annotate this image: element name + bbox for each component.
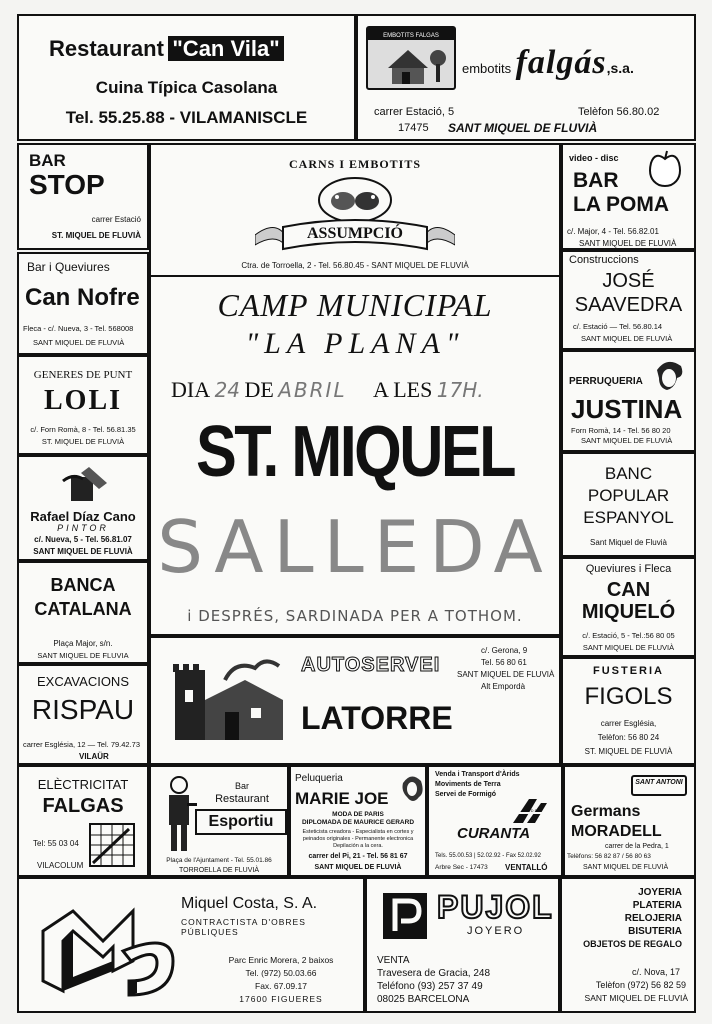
ad-joyeria: [560, 877, 696, 1013]
ad-loli: [17, 355, 149, 455]
ad-electricitat: [17, 765, 149, 877]
joyeria-line1: JOYERIA: [638, 887, 682, 898]
banca-catalana-town: SANT MIQUEL DE FLUVIA: [37, 651, 129, 660]
event-day: 24: [214, 378, 241, 402]
can-nofre-name: Can Nofre: [25, 284, 140, 311]
ad-bar-stop: [17, 143, 149, 250]
banca-catalana-line1: BANCA: [50, 575, 116, 595]
event-month: ABRIL: [278, 378, 347, 402]
banc-popular-town: Sant Miquel de Fluvià: [590, 538, 667, 547]
marie-joe-line2: DIPLOMADA DE MAURICE GERARD: [301, 819, 415, 826]
event-hour: 17H.: [436, 378, 484, 402]
banca-catalana-line2: CATALANA: [34, 599, 132, 619]
curanta-brand: CURANTA: [457, 825, 531, 842]
event-note: i DESPRÉS, SARDINADA PER A TOTHOM.: [187, 607, 523, 625]
saavedra-line1: JOSÉ: [602, 270, 655, 292]
can-vila-subtitle: Cuina Típica Casolana: [95, 78, 278, 97]
marie-joe-line5: Depilación a la cera.: [333, 843, 383, 849]
moradell-town: SANT MIQUEL DE FLUVIÀ: [583, 864, 669, 871]
ad-moradell: [563, 765, 696, 877]
event-line1: CAMP MUNICIPAL: [217, 287, 493, 323]
justina-name: JUSTINA: [571, 394, 683, 424]
ad-esportiu: [149, 765, 289, 877]
justina-town: SANT MIQUEL DE FLUVIÀ: [581, 436, 673, 445]
joyeria-phone: Telèfon (972) 56 82 59: [595, 980, 686, 990]
can-vila-name: "Can Vila": [168, 36, 283, 61]
moradell-line1: Germans: [571, 803, 641, 820]
ad-bar-la-poma: [561, 143, 696, 250]
figols-name: FIGOLS: [584, 683, 673, 710]
joyeria-line3: RELOJERIA: [624, 913, 682, 924]
falgas-phone: Telèfon 56.80.02: [578, 106, 660, 118]
joyeria-street: c/. Nova, 17: [631, 967, 680, 977]
moradell-phones: Telèfons: 56 82 87 / 56 80 63: [567, 853, 651, 860]
miquel-costa-tagline: CONTRACTISTA D'OBRES PÚBLIQUES: [181, 917, 306, 937]
falgas-brand: falgás: [515, 44, 607, 81]
miquel-costa-town: 17600 FIGUERES: [239, 994, 323, 1004]
rispau-name: RISPAU: [31, 694, 135, 725]
grid-chart-icon: [89, 823, 135, 872]
latorre-phone: Tel. 56 80 61: [481, 658, 527, 667]
falgas-badge: EMBOTITS FALGAS: [383, 33, 439, 39]
woman-face-icon: [399, 771, 425, 812]
event-team1: ST. MIQUEL: [196, 412, 514, 492]
loli-town: ST. MIQUEL DE FLUVIÀ: [41, 437, 125, 446]
falgas-prefix: embotits: [462, 61, 512, 76]
esportiu-name: Esportiu: [195, 809, 287, 835]
ad-rafael: [17, 455, 149, 561]
la-poma-line1: BAR: [573, 169, 619, 192]
moradell-line2: MORADELL: [571, 823, 662, 840]
electricitat-town: VILACOLUM: [37, 861, 84, 870]
rafael-town: SANT MIQUEL DE FLUVIÀ: [33, 547, 133, 556]
moradell-badge: SANT ANTONI: [631, 775, 687, 796]
miquel-costa-fax: Fax. 67.09.17: [255, 981, 307, 991]
pujol-p-logo-icon: [383, 893, 427, 944]
curanta-line1: Venda i Transport d'Àrids: [435, 771, 520, 778]
falgas-street: carrer Estació, 5: [374, 106, 455, 118]
rafael-trade: PINTOR: [57, 523, 109, 533]
curanta-address: Arbre Sec - 17473: [435, 864, 488, 871]
event-dia-label: DIA: [171, 377, 211, 402]
saavedra-line2: SAAVEDRA: [574, 294, 683, 316]
bar-stop-line2: STOP: [29, 169, 105, 200]
ad-banca-catalana: [17, 561, 149, 664]
la-poma-line2: LA POMA: [573, 193, 670, 216]
falgas-suffix: ,s.a.: [606, 60, 634, 76]
electricitat-line2: FALGAS: [42, 795, 124, 817]
castle-illustration-icon: [165, 650, 285, 755]
ad-miquel-costa: [17, 877, 365, 1013]
esportiu-top: Bar: [234, 781, 249, 791]
latorre-town: SANT MIQUEL DE FLUVIÀ: [457, 670, 555, 679]
saavedra-address: c/. Estació — Tel. 56.80.14: [573, 322, 663, 331]
ad-curanta: [427, 765, 563, 877]
curanta-brand-small: ARIDS: [521, 808, 539, 813]
loli-address: c/. Forn Romà, 8 - Tel. 56.81.35: [30, 425, 136, 434]
marie-joe-name: MARIE JOE: [295, 789, 389, 808]
miquel-costa-name: Miquel Costa, S. A.: [181, 895, 318, 912]
miquelo-line1: CAN: [606, 579, 651, 601]
ad-assumpcio: [149, 143, 561, 277]
curanta-line2: Moviments de Terra: [435, 781, 501, 788]
justina-top: PERRUQUERIA: [569, 376, 643, 387]
can-nofre-town: SANT MIQUEL DE FLUVIÀ: [33, 338, 125, 347]
loli-top: GENERES DE PUNT: [33, 369, 133, 381]
la-poma-address: c/. Major, 4 - Tel. 56.82.01: [567, 227, 659, 236]
esportiu-town: TORROELLA DE FLUVIÀ: [178, 867, 259, 874]
marie-joe-top: Peluqueria: [295, 773, 343, 784]
falgas-postal: 17475: [398, 122, 429, 134]
figols-top: FUSTERIA: [593, 665, 664, 677]
bar-stop-line1: BAR: [29, 151, 66, 170]
ad-can-nofre: [17, 252, 149, 355]
saavedra-town: SANT MIQUEL DE FLUVIÀ: [581, 334, 673, 343]
pujol-brand: PUJOL: [437, 889, 554, 925]
mc-3d-logo-icon: [33, 901, 183, 1010]
apple-icon: [645, 149, 685, 194]
figols-town: ST. MIQUEL DE FLUVIÀ: [584, 747, 673, 756]
miquelo-top: Queviures i Fleca: [585, 563, 672, 575]
ad-can-vila: [17, 14, 356, 141]
curanta-town: VENTALLÓ: [505, 863, 548, 872]
assumpcio-arc-text: CARNS I EMBOTITS: [288, 157, 422, 171]
latorre-region: Alt Empordà: [481, 682, 526, 691]
ad-can-miquelo: [561, 557, 696, 657]
pujol-phone: Teléfono (93) 257 37 49: [377, 981, 483, 992]
assumpcio-address: Ctra. de Torroella, 2 - Tel. 56.80.45 - SANT MIQUEL DE FLUVIÀ: [241, 261, 469, 270]
ad-latorre: [149, 636, 561, 765]
figols-street: carrer Església,: [600, 719, 657, 728]
saavedra-top: Construccions: [569, 254, 639, 266]
marie-joe-town: SANT MIQUEL DE FLUVIÀ: [314, 864, 402, 871]
electricitat-line1: ELÈCTRICITAT: [37, 777, 129, 792]
can-nofre-top: Bar i Queviures: [27, 260, 110, 274]
curanta-line3: Servei de Formigó: [435, 791, 497, 798]
marie-joe-line3: Esteticista creadora - Especialista en cortes y: [302, 829, 414, 835]
event-team2: SALLEDA: [157, 505, 553, 589]
miquelo-town: SANT MIQUEL DE FLUVIÀ: [582, 643, 675, 652]
banca-catalana-address: Plaça Major, s/n.: [53, 639, 113, 648]
ad-rispau: [17, 664, 149, 765]
rispau-address: carrer Església, 12 — Tel. 79.42.73: [23, 740, 141, 749]
can-nofre-address: Fleca - c/. Nueva, 3 - Tel. 568008: [23, 324, 134, 333]
can-vila-phone: Tel. 55.25.88 - VILAMANISCLE: [65, 108, 308, 127]
ad-banc-popular: [561, 452, 696, 557]
paint-bucket-icon: [59, 463, 109, 510]
ad-falgas-embotits: [356, 14, 696, 141]
pujol-sub: JOYERO: [467, 925, 525, 937]
ad-marie-joe: [289, 765, 427, 877]
rafael-name: Rafael Díaz Cano: [30, 509, 136, 524]
ad-pujol: [365, 877, 560, 1013]
miquelo-line2: MIQUELÓ: [581, 601, 676, 623]
ad-figols: [561, 657, 696, 765]
joyeria-line2: PLATERIA: [632, 900, 682, 911]
la-poma-town: SANT MIQUEL DE FLUVIÀ: [579, 239, 677, 248]
event-poster: [149, 277, 561, 636]
joyeria-town: SANT MIQUEL DE FLUVIÀ: [584, 993, 688, 1003]
event-hour-label: A LES: [373, 377, 433, 402]
electricitat-phone: Tel: 55 03 04: [33, 839, 79, 848]
farmhouse-logo-icon: [366, 26, 456, 90]
pujol-street: Travesera de Gracia, 248: [377, 968, 491, 979]
joyeria-line5: OBJETOS DE REGALO: [583, 939, 682, 949]
esportiu-address: Plaça de l'Ajuntament - Tel. 55.01.86: [166, 857, 272, 864]
marie-joe-address: carrer del Pi, 21 - Tel. 56 81 67: [308, 853, 408, 860]
esportiu-mid: Restaurant: [215, 793, 269, 805]
miquel-costa-phone: Tel. (972) 50.03.66: [245, 968, 317, 978]
miquelo-address: c/. Estació, 5 - Tel.:56 80 05: [582, 631, 675, 640]
latorre-brand-top: AUTOSERVEI: [301, 654, 441, 676]
pujol-venta: VENTA: [377, 955, 410, 966]
figols-phone: Telèfon: 56 80 24: [597, 733, 660, 742]
assumpcio-banner: ASSUMPCIÓ: [306, 225, 403, 242]
ad-jose-saavedra: [561, 250, 696, 350]
marie-joe-line1: MODA DE PARIS: [332, 811, 384, 818]
falgas-town: SANT MIQUEL DE FLUVIÀ: [448, 121, 598, 135]
curanta-phones: Tels. 55.00.53 | 52.02.92 - Fax 52.02.92: [435, 853, 541, 859]
ad-justina: [561, 350, 696, 452]
justina-address: Forn Romà, 14 - Tel. 56 80 20: [571, 426, 671, 435]
latorre-brand: LATORRE: [301, 700, 453, 736]
miquel-costa-street: Parc Enric Morera, 2 baixos: [228, 955, 334, 965]
banc-popular-line2: POPULAR: [587, 486, 670, 505]
latorre-street: c/. Gerona, 9: [481, 646, 528, 655]
marie-joe-line4: peinados originales - Permanente electronica: [302, 836, 414, 842]
can-vila-prefix: Restaurant: [49, 36, 164, 61]
banc-popular-line3: ESPANYOL: [583, 508, 674, 527]
event-line2: "LA PLANA": [245, 327, 465, 360]
bar-stop-town: ST. MIQUEL DE FLUVIÀ: [51, 231, 141, 240]
la-poma-top: video - disc: [569, 153, 619, 163]
rispau-town: VILAÜR: [79, 752, 109, 761]
rafael-address: c/. Nueva, 5 - Tel. 56.81.07: [34, 535, 132, 544]
rispau-top: EXCAVACIONS: [37, 674, 129, 689]
waiter-illustration-icon: [159, 775, 199, 858]
loli-name: LOLI: [43, 385, 123, 416]
pujol-town: 08025 BARCELONA: [377, 994, 470, 1005]
banc-popular-line1: BANC: [604, 464, 653, 483]
bar-stop-street: carrer Estació: [91, 215, 141, 224]
moradell-street: carrer de la Pedra, 1: [605, 843, 669, 850]
event-de-label: DE: [244, 377, 274, 402]
joyeria-line4: BISUTERIA: [628, 926, 682, 937]
